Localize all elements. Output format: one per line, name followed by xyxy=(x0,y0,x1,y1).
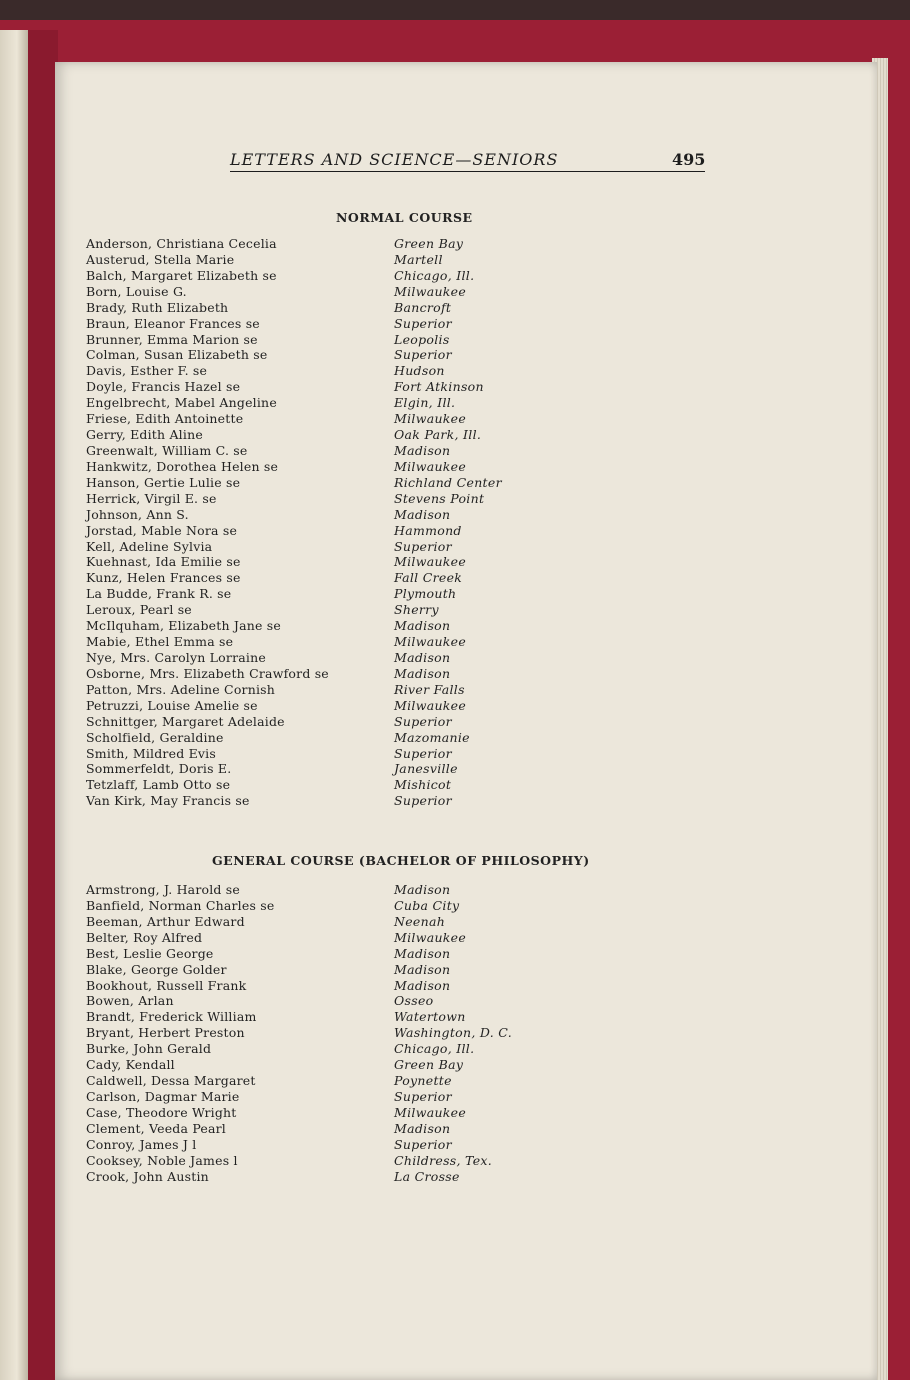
hometown: Madison xyxy=(394,618,451,634)
student-name: Burke, John Gerald xyxy=(86,1041,212,1057)
student-name: Engelbrecht, Mabel Angeline xyxy=(86,395,277,411)
hometown: Madison xyxy=(394,961,451,977)
student-name: Belter, Roy Alfred xyxy=(86,929,203,945)
student-name: Austerud, Stella Marie xyxy=(86,251,235,267)
student-name: Balch, Margaret Elizabeth se xyxy=(86,267,277,283)
hometown: Milwaukee xyxy=(394,1104,467,1120)
student-name: Braun, Eleanor Frances se xyxy=(86,315,260,331)
hometown: Milwaukee xyxy=(394,283,467,299)
student-name: Armstrong, J. Harold se xyxy=(86,882,241,897)
hometown: Washington, D. C. xyxy=(394,1025,512,1041)
student-name: Sommerfeldt, Doris E. xyxy=(86,761,232,777)
hometown: Superior xyxy=(394,745,452,761)
student-name: Hanson, Gertie Lulie se xyxy=(86,474,241,490)
book-gutter xyxy=(28,30,58,1380)
hometown: Superior xyxy=(394,793,452,809)
hometown: Richland Center xyxy=(394,474,502,490)
student-name: Colman, Susan Elizabeth se xyxy=(86,347,268,363)
student-name: Caldwell, Dessa Margaret xyxy=(86,1073,256,1089)
student-name: Mabie, Ethel Emma se xyxy=(86,634,234,650)
hometown: Superior xyxy=(394,347,452,363)
hometown: La Crosse xyxy=(394,1168,460,1184)
hometown: Leopolis xyxy=(394,331,450,347)
student-name: Johnson, Ann S. xyxy=(86,506,189,522)
hometown: Mazomanie xyxy=(394,729,470,745)
student-name: Friese, Edith Antoinette xyxy=(86,411,244,427)
hometown: Superior xyxy=(394,538,452,554)
student-name: Smith, Mildred Evis xyxy=(86,745,216,761)
hometown: Childress, Tex. xyxy=(394,1152,493,1168)
hometown: Cuba City xyxy=(394,897,460,913)
hometown: Stevens Point xyxy=(394,490,485,506)
student-name: Brunner, Emma Marion se xyxy=(86,331,258,347)
hometown: Milwaukee xyxy=(394,697,467,713)
hometown: Madison xyxy=(394,442,451,458)
student-name: Jorstad, Mable Nora se xyxy=(86,522,238,538)
student-name: Kunz, Helen Frances se xyxy=(86,570,241,586)
hometown: Oak Park, Ill. xyxy=(394,427,482,443)
student-name: Greenwalt, William C. se xyxy=(86,442,248,458)
student-name: Doyle, Francis Hazel se xyxy=(86,379,241,395)
student-name: Patton, Mrs. Adeline Cornish xyxy=(86,681,276,697)
student-name: Van Kirk, May Francis se xyxy=(86,793,250,809)
student-name: Davis, Esther F. se xyxy=(86,363,208,379)
hometown: Sherry xyxy=(394,602,439,618)
normal-course-title: NORMAL COURSE xyxy=(336,210,473,225)
hometown: Hudson xyxy=(394,363,445,379)
student-name: Gerry, Edith Aline xyxy=(86,427,203,443)
hometown: Watertown xyxy=(394,1009,466,1025)
hometown: Fort Atkinson xyxy=(394,379,484,395)
student-name: Brady, Ruth Elizabeth xyxy=(86,299,229,315)
hometown: Milwaukee xyxy=(394,458,467,474)
student-name: Cady, Kendall xyxy=(86,1057,175,1073)
student-name: Bookhout, Russell Frank xyxy=(86,977,247,993)
hometown: Elgin, Ill. xyxy=(394,395,456,411)
hometown: Hammond xyxy=(394,522,462,538)
hometown: Green Bay xyxy=(394,236,464,251)
student-name: Tetzlaff, Lamb Otto se xyxy=(86,777,231,793)
hometown: Neenah xyxy=(394,913,446,929)
student-name: Hankwitz, Dorothea Helen se xyxy=(86,458,279,474)
student-name: McIlquham, Elizabeth Jane se xyxy=(86,618,281,634)
hometown: Milwaukee xyxy=(394,554,467,570)
student-name: Bowen, Arlan xyxy=(86,993,174,1009)
student-name: Clement, Veeda Pearl xyxy=(86,1120,227,1136)
hometown: Madison xyxy=(394,977,451,993)
hometown: Chicago, Ill. xyxy=(394,267,475,283)
hometown: Madison xyxy=(394,665,451,681)
hometown: Osseo xyxy=(394,993,434,1009)
hometown: Madison xyxy=(394,1120,451,1136)
hometown: Poynette xyxy=(394,1073,452,1089)
student-name: Born, Louise G. xyxy=(86,283,187,299)
student-name: Cooksey, Noble James l xyxy=(86,1152,238,1168)
running-header: LETTERS AND SCIENCE—SENIORS xyxy=(230,150,705,172)
hometown: Madison xyxy=(394,506,451,522)
student-name: Brandt, Frederick William xyxy=(86,1009,257,1025)
hometown: Superior xyxy=(394,315,452,331)
hometown: Madison xyxy=(394,649,451,665)
student-name: Crook, John Austin xyxy=(86,1168,209,1184)
hometown: Superior xyxy=(394,713,452,729)
student-name: Bryant, Herbert Preston xyxy=(86,1025,245,1041)
hometown: Bancroft xyxy=(394,299,452,315)
student-name: Leroux, Pearl se xyxy=(86,602,192,618)
page-number: 495 xyxy=(672,150,706,169)
student-name: Best, Leslie George xyxy=(86,945,214,961)
hometown: Madison xyxy=(394,882,451,897)
general-course-title: GENERAL COURSE (BACHELOR OF PHILOSOPHY) xyxy=(212,853,590,868)
hometown: Martell xyxy=(394,251,443,267)
hometown: Milwaukee xyxy=(394,929,467,945)
hometown: Superior xyxy=(394,1088,452,1104)
student-name: Osborne, Mrs. Elizabeth Crawford se xyxy=(86,665,329,681)
student-name: Anderson, Christiana Cecelia xyxy=(86,236,277,251)
hometown: Janesville xyxy=(394,761,458,777)
student-name: La Budde, Frank R. se xyxy=(86,586,232,602)
student-name: Case, Theodore Wright xyxy=(86,1104,237,1120)
left-page-edge xyxy=(0,30,28,1380)
student-name: Schnittger, Margaret Adelaide xyxy=(86,713,285,729)
student-name: Kell, Adeline Sylvia xyxy=(86,538,213,554)
student-name: Scholfield, Geraldine xyxy=(86,729,224,745)
hometown: Milwaukee xyxy=(394,411,467,427)
student-name: Banfield, Norman Charles se xyxy=(86,897,275,913)
student-name: Conroy, James J l xyxy=(86,1136,197,1152)
hometown: Milwaukee xyxy=(394,634,467,650)
student-name: Blake, George Golder xyxy=(86,961,227,977)
student-name: Petruzzi, Louise Amelie se xyxy=(86,697,258,713)
hometown: River Falls xyxy=(394,681,465,697)
hometown: Superior xyxy=(394,1136,452,1152)
student-name: Kuehnast, Ida Emilie se xyxy=(86,554,241,570)
hometown: Fall Creek xyxy=(394,570,463,586)
student-name: Carlson, Dagmar Marie xyxy=(86,1088,240,1104)
hometown: Chicago, Ill. xyxy=(394,1041,475,1057)
hometown: Madison xyxy=(394,945,451,961)
student-name: Herrick, Virgil E. se xyxy=(86,490,217,506)
hometown: Mishicot xyxy=(394,777,452,793)
student-name: Nye, Mrs. Carolyn Lorraine xyxy=(86,649,266,665)
student-name: Beeman, Arthur Edward xyxy=(86,913,245,929)
hometown: Plymouth xyxy=(394,586,457,602)
hometown: Green Bay xyxy=(394,1057,464,1073)
